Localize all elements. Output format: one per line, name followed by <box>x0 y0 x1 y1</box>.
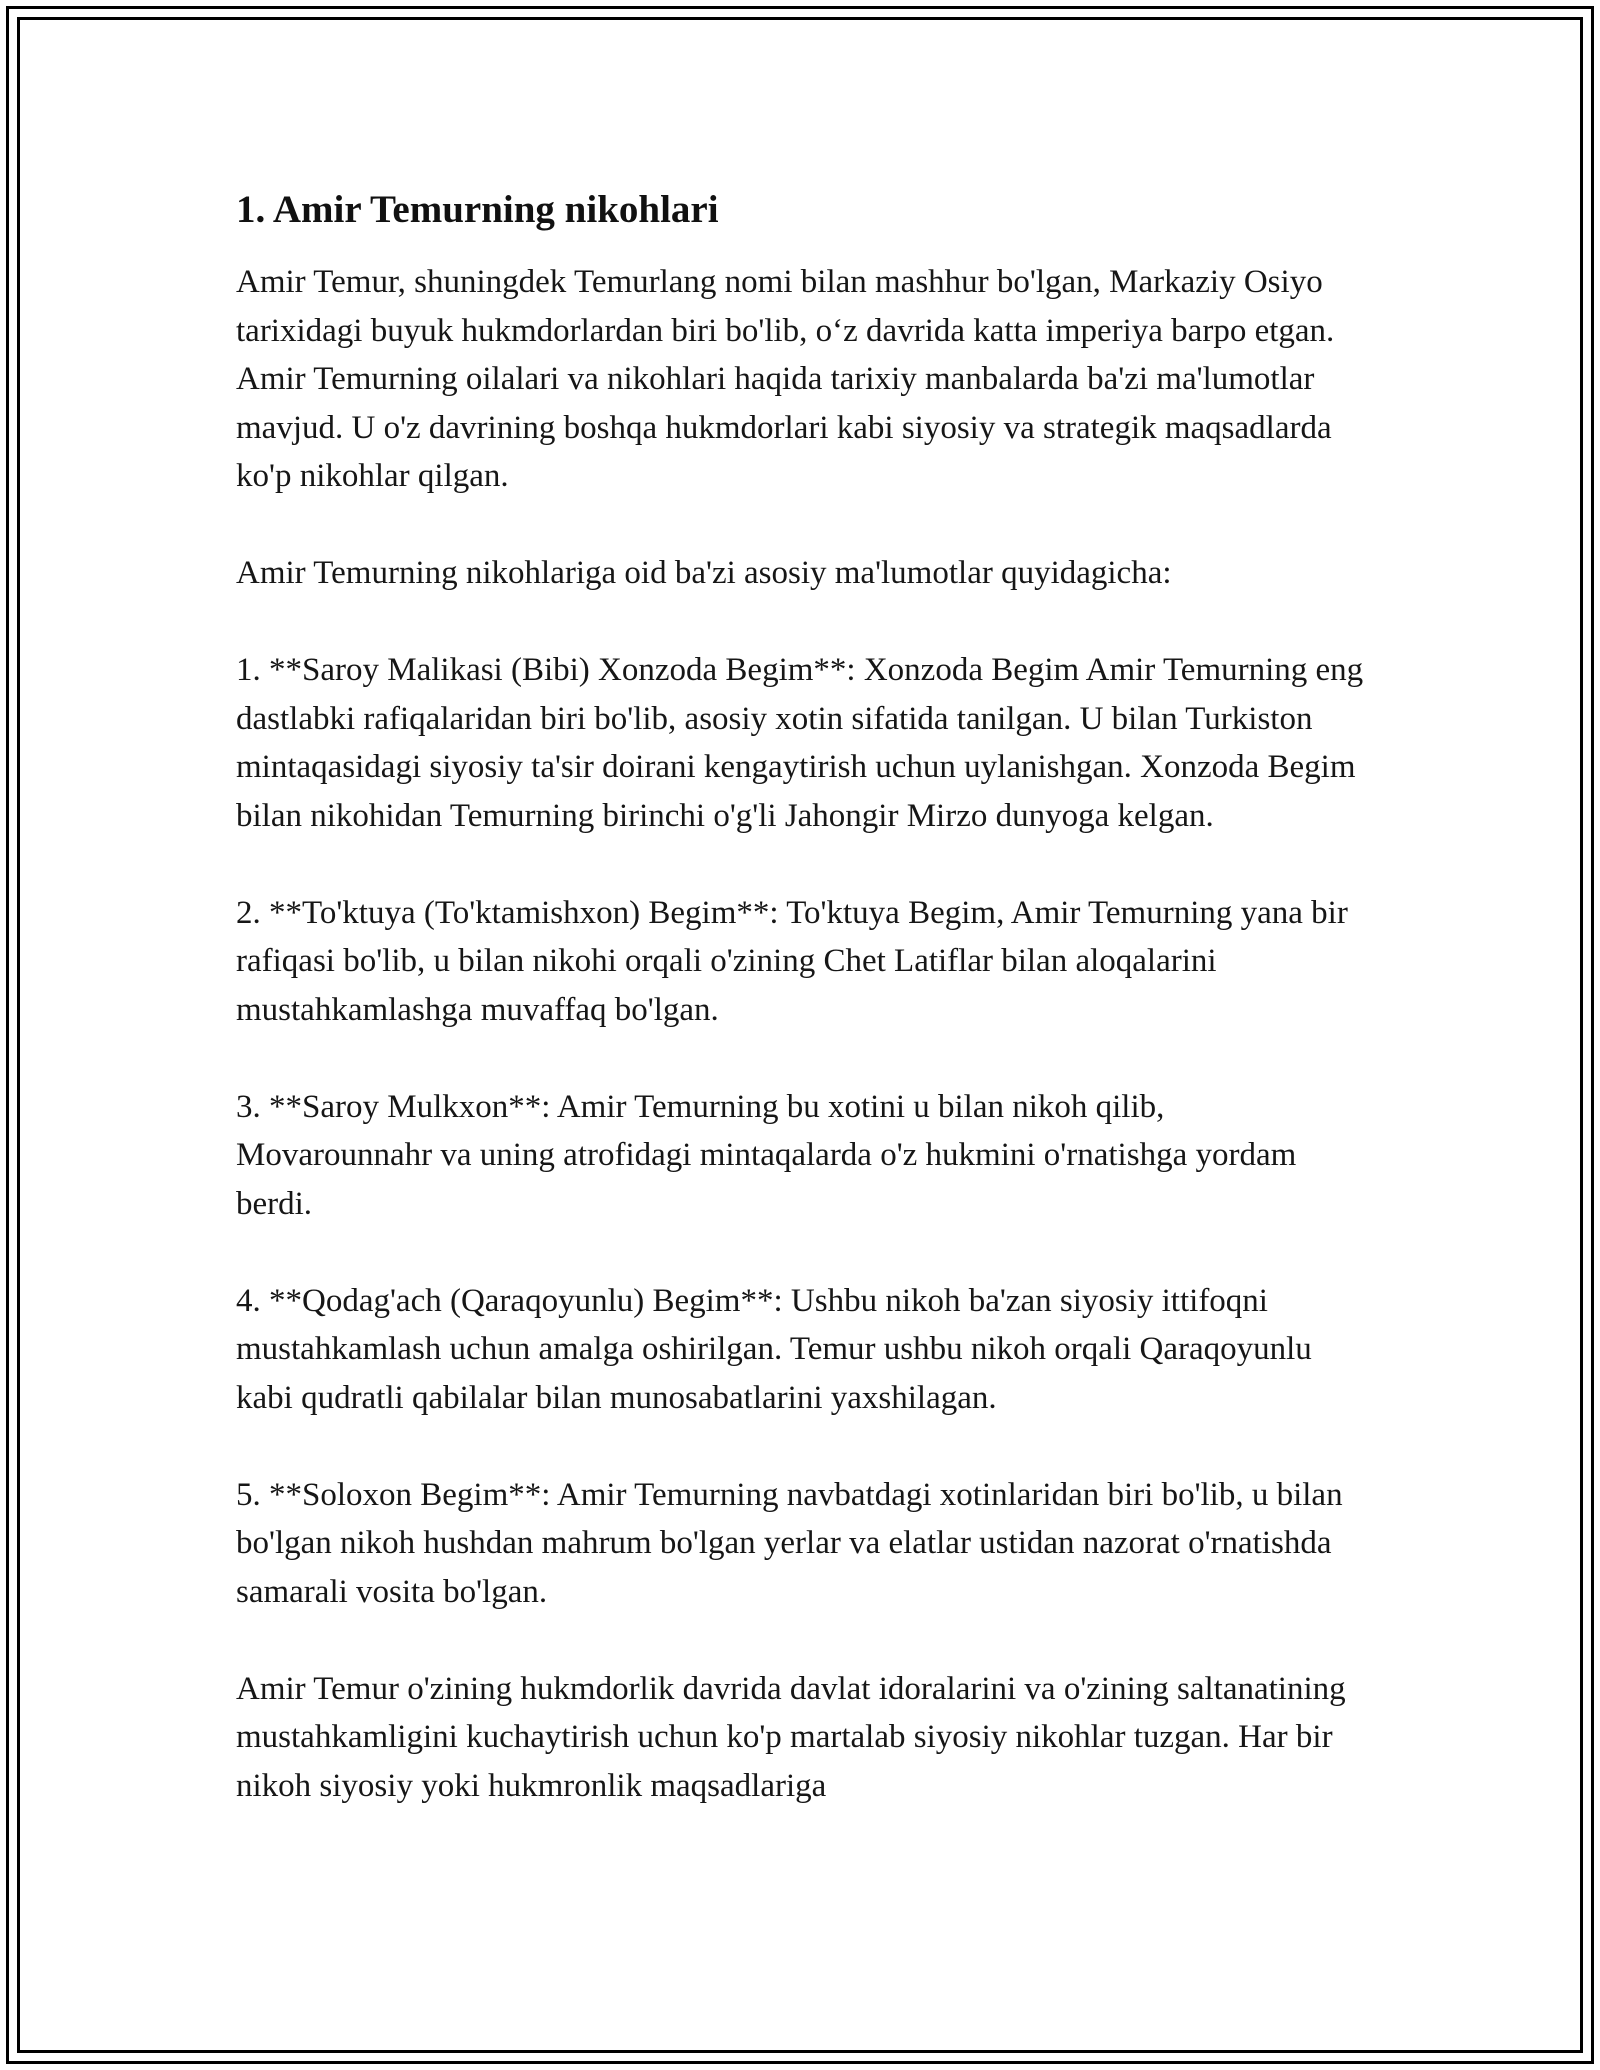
document-body <box>236 186 1366 1810</box>
list-item-3: 3. **Saroy Mulkxon**: Amir Temurning bu xotini u bilan nikoh qilib, Movarounnahr va uning atrofidagi mintaqalarda o'z hukmini o'rnatishga yordam berdi. <box>236 1088 1297 1222</box>
paragraph-list-intro: Amir Temurning nikohlariga oid ba'zi asosiy ma'lumotlar quyidagicha: <box>236 555 1172 591</box>
list-item-1: 1. **Saroy Malikasi (Bibi) Xonzoda Begim**: Xonzoda Begim Amir Temurning eng dastlabki rafiqalaridan biri bo'lib, asosiy xotin sifatida tanilgan. U bilan Turkiston mintaqasidagi siyosiy ta'sir doirani kengaytirish uchun uylanishgan. Xonzoda Begim bilan nikohidan Temurning birinchi o'g'li Jahongir Mirzo dunyoga kelgan. <box>236 652 1364 834</box>
list-item-5: 5. **Soloxon Begim**: Amir Temurning navbatdagi xotinlaridan biri bo'lib, u bilan bo'lgan nikoh hushdan mahrum bo'lgan yerlar va elatlar ustidan nazorat o'rnatishda samarali vosita bo'lgan. <box>236 1476 1343 1610</box>
paragraph-conclusion: Amir Temur o'zining hukmdorlik davrida davlat idoralarini va o'zining saltanatining mustahkamligini kuchaytirish uchun ko'p martalab siyosiy nikohlar tuzgan. Har bir nikoh siyosiy yoki hukmronlik maqsadlariga <box>236 1670 1346 1804</box>
paragraph-intro: Amir Temur, shuningdek Temurlang nomi bilan mashhur bo'lgan, Markaziy Osiyo tarixidagi buyuk hukmdorlardan biri bo'lib, o‘z davrida katta imperiya barpo etgan. Amir Temurning oilalari va nikohlari haqida tarixiy manbalarda ba'zi ma'lumotlar mavjud. U o'z davrining boshqa hukmdorlari kabi siyosiy va strategik maqsadlarda ko'p nikohlar qilgan. <box>236 264 1335 494</box>
document-title: 1. Amir Temurning nikohlari <box>236 188 719 231</box>
list-item-2: 2. **To'ktuya (To'ktamishxon) Begim**: To'ktuya Begim, Amir Temurning yana bir rafiqasi bo'lib, u bilan nikohi orqali o'zining Chet Latiflar bilan aloqalarini mustahkamlashga muvaffaq bo'lgan. <box>236 894 1348 1028</box>
list-item-4: 4. **Qodag'ach (Qaraqoyunlu) Begim**: Ushbu nikoh ba'zan siyosiy ittifoqni mustahkamlash uchun amalga oshirilgan. Temur ushbu nikoh orqali Qaraqoyunlu kabi qudratli qabilalar bilan munosabatlarini yaxshilagan. <box>236 1282 1312 1416</box>
